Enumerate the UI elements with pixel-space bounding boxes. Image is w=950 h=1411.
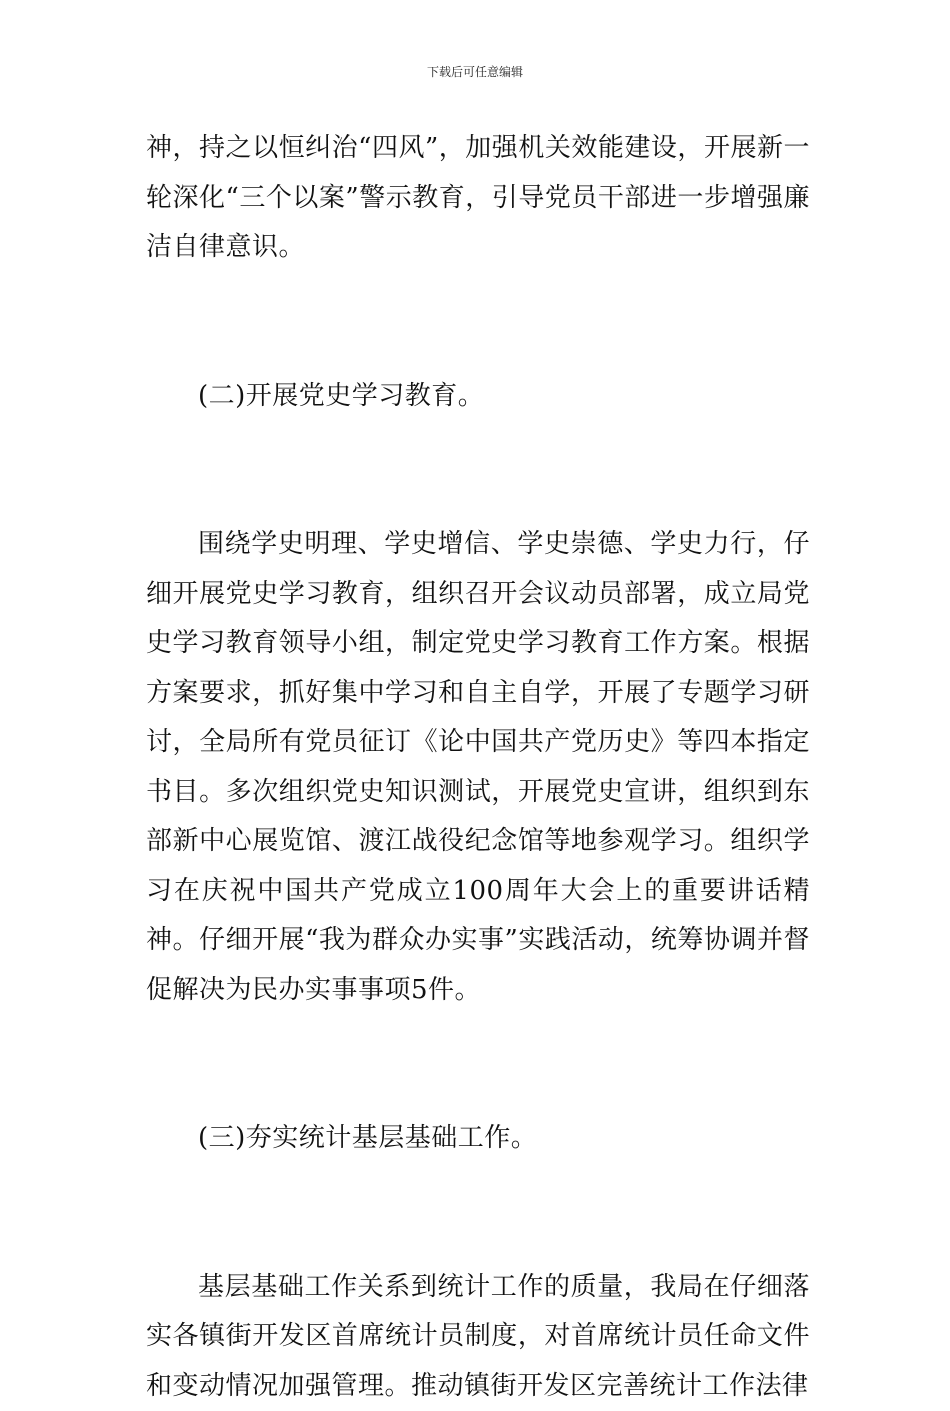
page-header: 下载后可任意编辑 (0, 64, 950, 80)
paragraph-spacer (146, 1164, 810, 1263)
section-heading-3: (三)夯实统计基层基础工作。 (146, 1114, 810, 1164)
document-body (146, 124, 810, 1411)
paragraph-party-history: 围绕学史明理、学史增信、学史崇德、学史力行，仔细开展党史学习教育，组织召开会议动员部署，成立局党史学习教育领导小组，制定党史学习教育工作方案。根据方案要求，抓好集中学习和自主自学，开展了专题学习研讨，全局所有党员征订《论中国共产党历史》等四本指定书目。多次组织党史知识测试，开展党史宣讲，组织到东部新中心展览馆、渡江战役纪念馆等地参观学习。组织学习在庆祝中国共产党成立100周年大会上的重要讲话精神。仔细开展“我为群众办实事”实践活动，统筹协调并督促解决为民办实事事项5件。 (146, 520, 810, 1015)
paragraph-continued: 神，持之以恒纠治“四风”，加强机关效能建设，开展新一轮深化“三个以案”警示教育，引导党员干部进一步增强廉洁自律意识。 (146, 124, 810, 273)
paragraph-spacer (146, 1015, 810, 1114)
section-heading-2: (二)开展党史学习教育。 (146, 372, 810, 422)
paragraph-spacer (146, 421, 810, 520)
paragraph-grassroots-work: 基层基础工作关系到统计工作的质量，我局在仔细落实各镇街开发区首席统计员制度，对首席统计员任命文件和变动情况加强管理。推动镇街开发区完善统计工作法律 (146, 1263, 810, 1411)
paragraph-spacer (146, 273, 810, 372)
